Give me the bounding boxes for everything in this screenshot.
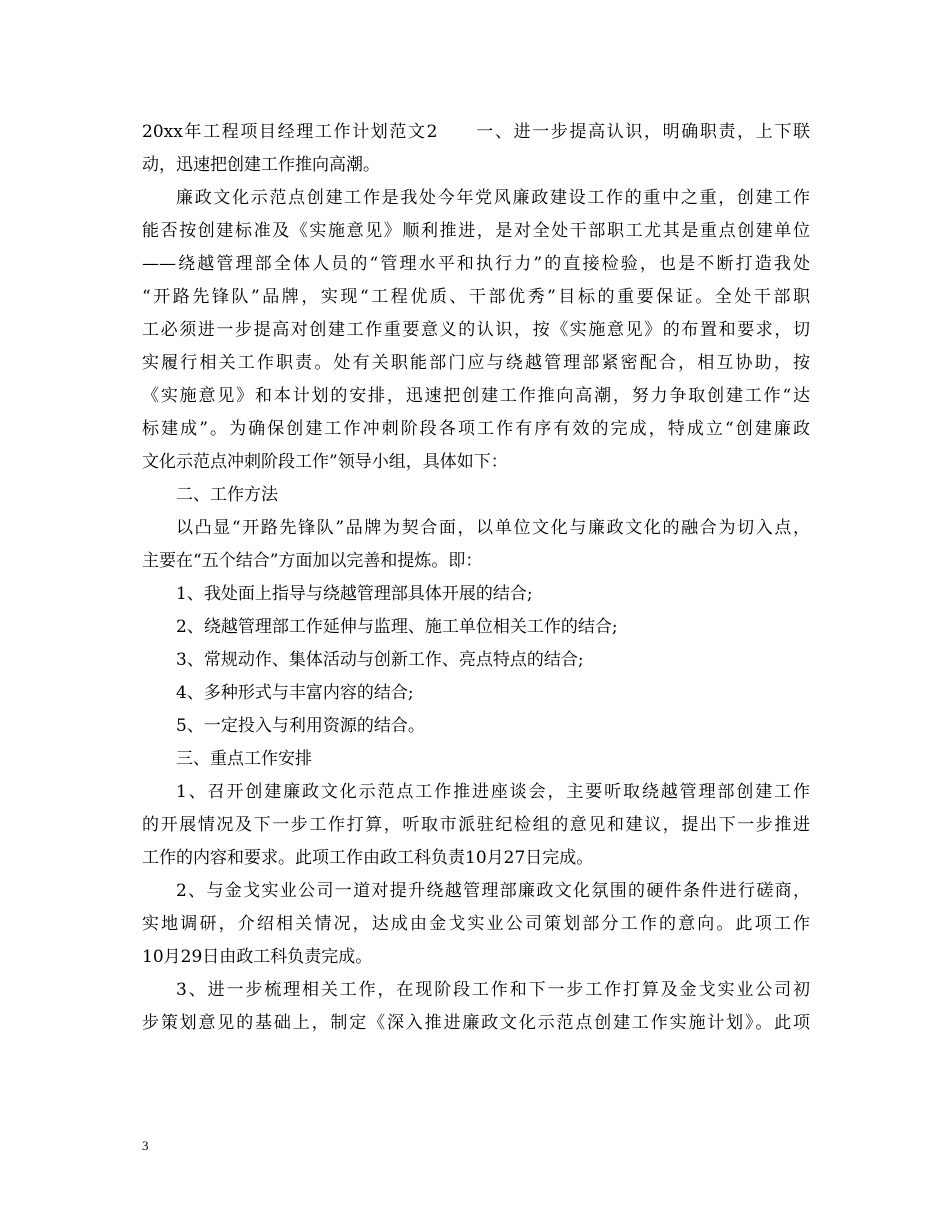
text-line: 1、召开创建廉政文化示范点工作推进座谈会，主要听取绕越管理部创建工作 — [176, 782, 810, 802]
text-line: 实地调研，介绍相关情况，达成由金戈实业公司策划部分工作的意向。此项工作 — [142, 914, 810, 934]
text-line: 1、我处面上指导与绕越管理部具体开展的结合; — [176, 584, 533, 604]
text-line: 5、一定投入与利用资源的结合。 — [176, 716, 425, 736]
text-line: 工必须进一步提高对创建工作重要意义的认识，按《实施意见》的布置和要求，切 — [142, 320, 810, 340]
text-line: 步策划意见的基础上，制定《深入推进廉政文化示范点创建工作实施计划》。此项 — [142, 1013, 810, 1033]
text-line: ——绕越管理部全体人员的“管理水平和执行力”的直接检验，也是不断打造我处 — [142, 254, 810, 274]
text-line: 3、进一步梳理相关工作，在现阶段工作和下一步工作打算及金戈实业公司初 — [176, 980, 810, 1000]
text-line: 廉政文化示范点创建工作是我处今年党风廉政建设工作的重中之重，创建工作 — [176, 188, 810, 208]
text-line: 二、工作方法 — [176, 485, 278, 505]
text-line: 的开展情况及下一步工作打算，听取市派驻纪检组的意见和建议，提出下一步推进 — [142, 815, 810, 835]
text-line: “开路先锋队”品牌，实现“工程优质、干部优秀”目标的重要保证。全处干部职 — [142, 287, 810, 307]
document-body — [142, 116, 810, 1040]
page-number: 3 — [142, 1138, 149, 1153]
text-line: 文化示范点冲刺阶段工作”领导小组，具体如下： — [142, 452, 508, 472]
text-line: 动，迅速把创建工作推向高潮。 — [142, 155, 380, 175]
text-line: 标建成”。为确保创建工作冲刺阶段各项工作有序有效的完成，特成立“创建廉政 — [142, 419, 810, 439]
text-line: 4、多种形式与丰富内容的结合; — [176, 683, 414, 703]
text-line: 实履行相关工作职责。处有关职能部门应与绕越管理部紧密配合，相互协助，按 — [142, 353, 810, 373]
text-lines — [142, 116, 810, 1040]
text-line: 20xx年工程项目经理工作计划范文2 一、进一步提高认识，明确职责，上下联 — [142, 122, 810, 142]
text-line: 2、与金戈实业公司一道对提升绕越管理部廉政文化氛围的硬件条件进行磋商， — [176, 881, 810, 901]
text-line: 三、重点工作安排 — [176, 749, 312, 769]
text-line: 能否按创建标准及《实施意见》顺利推进，是对全处干部职工尤其是重点创建单位 — [142, 221, 810, 241]
text-line: 《实施意见》和本计划的安排，迅速把创建工作推向高潮，努力争取创建工作“达 — [142, 386, 810, 406]
text-line: 工作的内容和要求。此项工作由政工科负责10月27日完成。 — [142, 848, 594, 868]
text-line: 3、常规动作、集体活动与创新工作、亮点特点的结合; — [176, 650, 584, 670]
text-line: 10月29日由政工科负责完成。 — [142, 947, 373, 967]
text-line: 以凸显“开路先锋队”品牌为契合面，以单位文化与廉政文化的融合为切入点， — [176, 518, 810, 538]
text-line: 主要在“五个结合”方面加以完善和提炼。即： — [142, 551, 483, 571]
text-line: 2、绕越管理部工作延伸与监理、施工单位相关工作的结合; — [176, 617, 618, 637]
